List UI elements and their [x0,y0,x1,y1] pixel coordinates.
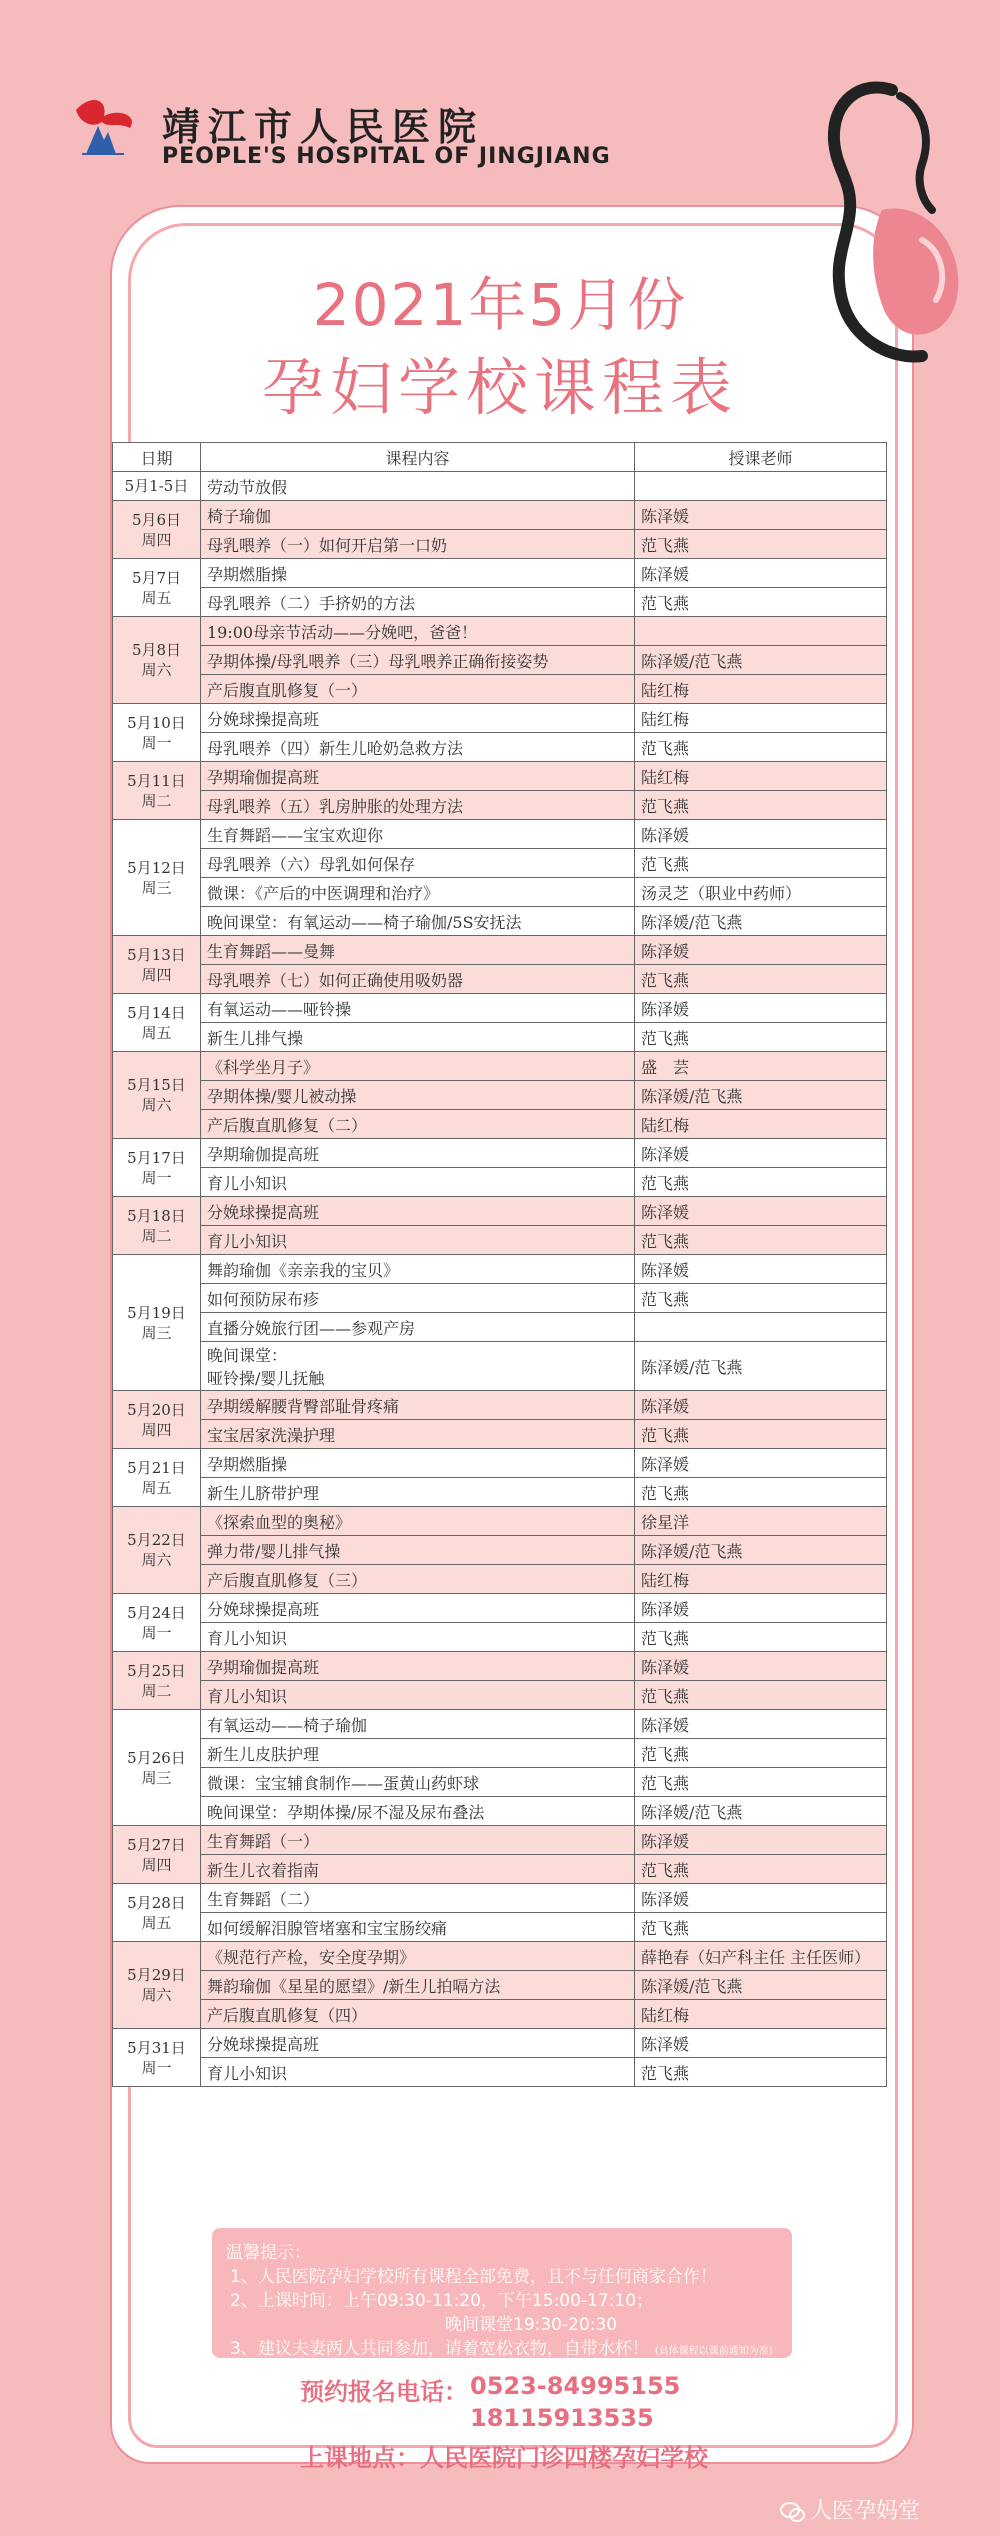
row-teacher: 范飞燕 [635,1023,887,1052]
row-course: 孕期体操/母乳喂养（三）母乳喂养正确衔接姿势 [201,646,635,675]
table-row [113,762,887,791]
row-teacher: 陈泽媛/范飞燕 [635,1971,887,2000]
row-teacher: 范飞燕 [635,1226,887,1255]
table-body [113,472,887,2087]
header-teacher: 授课老师 [635,443,887,472]
row-course: 母乳喂养（七）如何正确使用吸奶器 [201,965,635,994]
row-course: 孕期瑜伽提高班 [201,1139,635,1168]
row-course: 舞韵瑜伽《星星的愿望》/新生儿拍嗝方法 [201,1971,635,2000]
row-teacher: 范飞燕 [635,849,887,878]
row-course: 宝宝居家洗澡护理 [201,1420,635,1449]
row-course: 孕期体操/婴儿被动操 [201,1081,635,1110]
table-row [113,1507,887,1536]
row-teacher [635,1313,887,1342]
location-text: 人民医院门诊四楼孕妇学校 [420,2444,708,2472]
row-teacher: 陈泽媛 [635,1884,887,1913]
table-row [113,588,887,617]
row-date: 5月24日 周一 [113,1594,201,1652]
row-course: 19:00母亲节活动——分娩吧，爸爸！ [201,617,635,646]
row-teacher: 范飞燕 [635,1168,887,1197]
row-teacher: 盛 芸 [635,1052,887,1081]
row-course: 育儿小知识 [201,1168,635,1197]
row-date: 5月1-5日 [113,472,201,501]
tips-line-1: 1、人民医院孕妇学校所有课程全部免费，且不与任何商家合作！ [230,2267,717,2287]
table-row [113,936,887,965]
row-course: 母乳喂养（二）手挤奶的方法 [201,588,635,617]
table-row [113,1313,887,1342]
table-header-row [113,443,887,472]
row-teacher: 陈泽媛 [635,820,887,849]
table-row [113,849,887,878]
tips-note: (具体课程以课前通知为准) [654,2346,773,2357]
row-course: 孕期缓解腰背臀部耻骨疼痛 [201,1391,635,1420]
table-row [113,501,887,530]
table-row [113,994,887,1023]
table-row [113,878,887,907]
table-row [113,1652,887,1681]
table-row [113,2000,887,2029]
row-teacher: 陈泽媛/范飞燕 [635,1342,887,1391]
row-date: 5月8日 周六 [113,617,201,704]
row-course: 生育舞蹈——宝宝欢迎你 [201,820,635,849]
table-row [113,1913,887,1942]
row-teacher: 范飞燕 [635,965,887,994]
row-teacher: 范飞燕 [635,791,887,820]
row-teacher: 范飞燕 [635,2058,887,2087]
row-course: 孕期燃脂操 [201,559,635,588]
row-teacher: 范飞燕 [635,1284,887,1313]
row-teacher: 陈泽媛 [635,559,887,588]
row-teacher: 范飞燕 [635,1478,887,1507]
table-row [113,2029,887,2058]
table-row [113,675,887,704]
row-course: 产后腹直肌修复（一） [201,675,635,704]
row-teacher: 陈泽媛/范飞燕 [635,646,887,675]
tips-line-3: 晚间课堂19:30-20:30 [445,2315,618,2335]
phone-number-2: 18115913535 [470,2404,654,2432]
row-teacher: 范飞燕 [635,1768,887,1797]
row-course: 生育舞蹈（一） [201,1826,635,1855]
table-row [113,1449,887,1478]
row-date: 5月6日 周四 [113,501,201,559]
row-course: 《探索血型的奥秘》 [201,1507,635,1536]
row-date: 5月17日 周一 [113,1139,201,1197]
row-course: 如何预防尿布疹 [201,1284,635,1313]
row-teacher: 陈泽媛/范飞燕 [635,907,887,936]
phone-number-1: 0523-84995155 [470,2372,681,2400]
table-row [113,733,887,762]
row-date: 5月18日 周二 [113,1197,201,1255]
row-course: 分娩球操提高班 [201,704,635,733]
tips-line-2: 2、上课时间：上午09:30-11:20，下午15:00-17:10； [230,2291,654,2311]
table-row [113,1420,887,1449]
schedule-title-month: 2021年5月份 [312,271,688,339]
row-teacher: 陈泽媛 [635,936,887,965]
table-row [113,1594,887,1623]
table-row [113,1768,887,1797]
row-course: 孕期燃脂操 [201,1449,635,1478]
row-teacher: 陈泽媛 [635,1826,887,1855]
table-row [113,704,887,733]
hospital-name-cn: 靖江市人民医院 [162,104,485,149]
wechat-icon [780,2501,806,2523]
row-teacher [635,617,887,646]
row-teacher: 陈泽媛 [635,1449,887,1478]
row-course: 孕期瑜伽提高班 [201,762,635,791]
row-date: 5月15日 周六 [113,1052,201,1139]
row-date: 5月20日 周四 [113,1391,201,1449]
table-row [113,1226,887,1255]
row-course: 育儿小知识 [201,2058,635,2087]
table-row [113,1023,887,1052]
table-row [113,1110,887,1139]
row-teacher: 陈泽媛 [635,1139,887,1168]
row-course: 晚间课堂：有氧运动——椅子瑜伽/5S安抚法 [201,907,635,936]
table-row [113,1052,887,1081]
row-date: 5月29日 周六 [113,1942,201,2029]
row-teacher: 范飞燕 [635,588,887,617]
table-row [113,1971,887,2000]
row-date: 5月10日 周一 [113,704,201,762]
row-course: 新生儿排气操 [201,1023,635,1052]
row-teacher: 陈泽媛 [635,1391,887,1420]
row-course: 母乳喂养（六）母乳如何保存 [201,849,635,878]
table-row [113,1797,887,1826]
row-date: 5月11日 周二 [113,762,201,820]
table-row [113,907,887,936]
row-teacher: 徐星洋 [635,1507,887,1536]
row-date: 5月31日 周一 [113,2029,201,2087]
row-teacher: 范飞燕 [635,1739,887,1768]
table-row [113,1255,887,1284]
row-course: 分娩球操提高班 [201,2029,635,2058]
table-row [113,559,887,588]
table-row [113,1284,887,1313]
row-course: 育儿小知识 [201,1226,635,1255]
row-course: 弹力带/婴儿排气操 [201,1536,635,1565]
row-course: 母乳喂养（四）新生儿呛奶急救方法 [201,733,635,762]
row-teacher: 范飞燕 [635,1420,887,1449]
row-teacher: 薛艳春（妇产科主任 主任医师） [635,1942,887,1971]
row-course: 椅子瑜伽 [201,501,635,530]
tips-line-4 [230,2334,773,2359]
row-course: 产后腹直肌修复（二） [201,1110,635,1139]
row-course: 分娩球操提高班 [201,1594,635,1623]
row-course: 育儿小知识 [201,1681,635,1710]
table-row [113,472,887,501]
row-date: 5月19日 周三 [113,1255,201,1391]
table-row [113,1710,887,1739]
row-course: 产后腹直肌修复（四） [201,2000,635,2029]
row-teacher: 范飞燕 [635,1681,887,1710]
table-row [113,820,887,849]
table-row [113,1826,887,1855]
row-teacher: 陆红梅 [635,704,887,733]
row-date: 5月27日 周四 [113,1826,201,1884]
row-course: 《科学坐月子》 [201,1052,635,1081]
table-row [113,1478,887,1507]
row-teacher: 陈泽媛 [635,1652,887,1681]
row-teacher: 范飞燕 [635,1855,887,1884]
row-course: 舞韵瑜伽《亲亲我的宝贝》 [201,1255,635,1284]
row-course: 母乳喂养（五）乳房肿胀的处理方法 [201,791,635,820]
row-course: 新生儿脐带护理 [201,1478,635,1507]
schedule-title-main: 孕妇学校课程表 [261,351,738,424]
table-row [113,791,887,820]
row-course: 分娩球操提高班 [201,1197,635,1226]
table-row [113,1942,887,1971]
table-row [113,965,887,994]
phone-label: 预约报名电话： [300,2378,468,2406]
row-date: 5月26日 周三 [113,1710,201,1826]
row-course: 晚间课堂：孕期体操/尿不湿及尿布叠法 [201,1797,635,1826]
table-row [113,1139,887,1168]
row-course: 有氧运动——椅子瑜伽 [201,1710,635,1739]
table-row [113,1623,887,1652]
row-teacher: 陈泽媛 [635,501,887,530]
hospital-logo-icon [68,88,148,158]
row-teacher: 范飞燕 [635,530,887,559]
table-row [113,530,887,559]
row-teacher: 陈泽媛/范飞燕 [635,1797,887,1826]
header-course: 课程内容 [201,443,635,472]
row-teacher: 陈泽媛 [635,1594,887,1623]
watermark [780,2494,920,2525]
tips-title: 温馨提示： [226,2243,311,2263]
hospital-name-en: PEOPLE'S HOSPITAL OF JINGJIANG [162,144,611,169]
tips-line-4-text: 3、建议夫妻两人共同参加，请着宽松衣物，自带水杯！ [230,2339,649,2359]
row-date: 5月28日 周五 [113,1884,201,1942]
table-row [113,1342,887,1391]
row-teacher: 陆红梅 [635,762,887,791]
table-row [113,1681,887,1710]
row-teacher: 范飞燕 [635,1913,887,1942]
row-teacher: 陈泽媛/范飞燕 [635,1081,887,1110]
row-teacher: 陆红梅 [635,675,887,704]
watermark-text: 人医孕妈堂 [810,2499,921,2524]
table-row [113,1197,887,1226]
row-course: 孕期瑜伽提高班 [201,1652,635,1681]
table-row [113,1855,887,1884]
row-course: 生育舞蹈——曼舞 [201,936,635,965]
row-course: 直播分娩旅行团——参观产房 [201,1313,635,1342]
row-teacher: 陆红梅 [635,1110,887,1139]
row-course: 如何缓解泪腺管堵塞和宝宝肠绞痛 [201,1913,635,1942]
row-course: 晚间课堂： 哑铃操/婴儿抚触 [201,1342,635,1391]
row-date: 5月22日 周六 [113,1507,201,1594]
row-teacher: 陈泽媛/范飞燕 [635,1536,887,1565]
row-course: 微课：宝宝辅食制作——蛋黄山药虾球 [201,1768,635,1797]
row-course: 育儿小知识 [201,1623,635,1652]
course-schedule-table [112,442,887,2087]
row-course: 《规范行产检，安全度孕期》 [201,1942,635,1971]
row-teacher: 范飞燕 [635,1623,887,1652]
table-row [113,617,887,646]
row-teacher [635,472,887,501]
header-date: 日期 [113,443,201,472]
table-row [113,646,887,675]
row-teacher: 汤灵芝（职业中药师） [635,878,887,907]
table-row [113,1739,887,1768]
table-row [113,1391,887,1420]
row-course: 新生儿皮肤护理 [201,1739,635,1768]
table-row [113,1536,887,1565]
tips-box [212,2228,792,2358]
table-row [113,1884,887,1913]
row-date: 5月7日 周五 [113,559,201,617]
row-course: 有氧运动——哑铃操 [201,994,635,1023]
location-label: 上课地点： [300,2444,420,2472]
row-teacher: 陈泽媛 [635,1197,887,1226]
row-teacher: 陈泽媛 [635,1255,887,1284]
row-course: 母乳喂养（一）如何开启第一口奶 [201,530,635,559]
row-teacher: 陆红梅 [635,2000,887,2029]
row-course: 新生儿衣着指南 [201,1855,635,1884]
table-row [113,1565,887,1594]
row-course: 产后腹直肌修复（三） [201,1565,635,1594]
row-course: 生育舞蹈（二） [201,1884,635,1913]
row-teacher: 陈泽媛 [635,994,887,1023]
row-date: 5月12日 周三 [113,820,201,936]
row-teacher: 陈泽媛 [635,1710,887,1739]
row-course: 劳动节放假 [201,472,635,501]
table-row [113,1168,887,1197]
row-date: 5月14日 周五 [113,994,201,1052]
row-teacher: 范飞燕 [635,733,887,762]
row-course: 微课：《产后的中医调理和治疗》 [201,878,635,907]
row-teacher: 陈泽媛 [635,2029,887,2058]
row-date: 5月13日 周四 [113,936,201,994]
table-row [113,2058,887,2087]
row-date: 5月21日 周五 [113,1449,201,1507]
row-teacher: 陆红梅 [635,1565,887,1594]
row-date: 5月25日 周二 [113,1652,201,1710]
table-row [113,1081,887,1110]
